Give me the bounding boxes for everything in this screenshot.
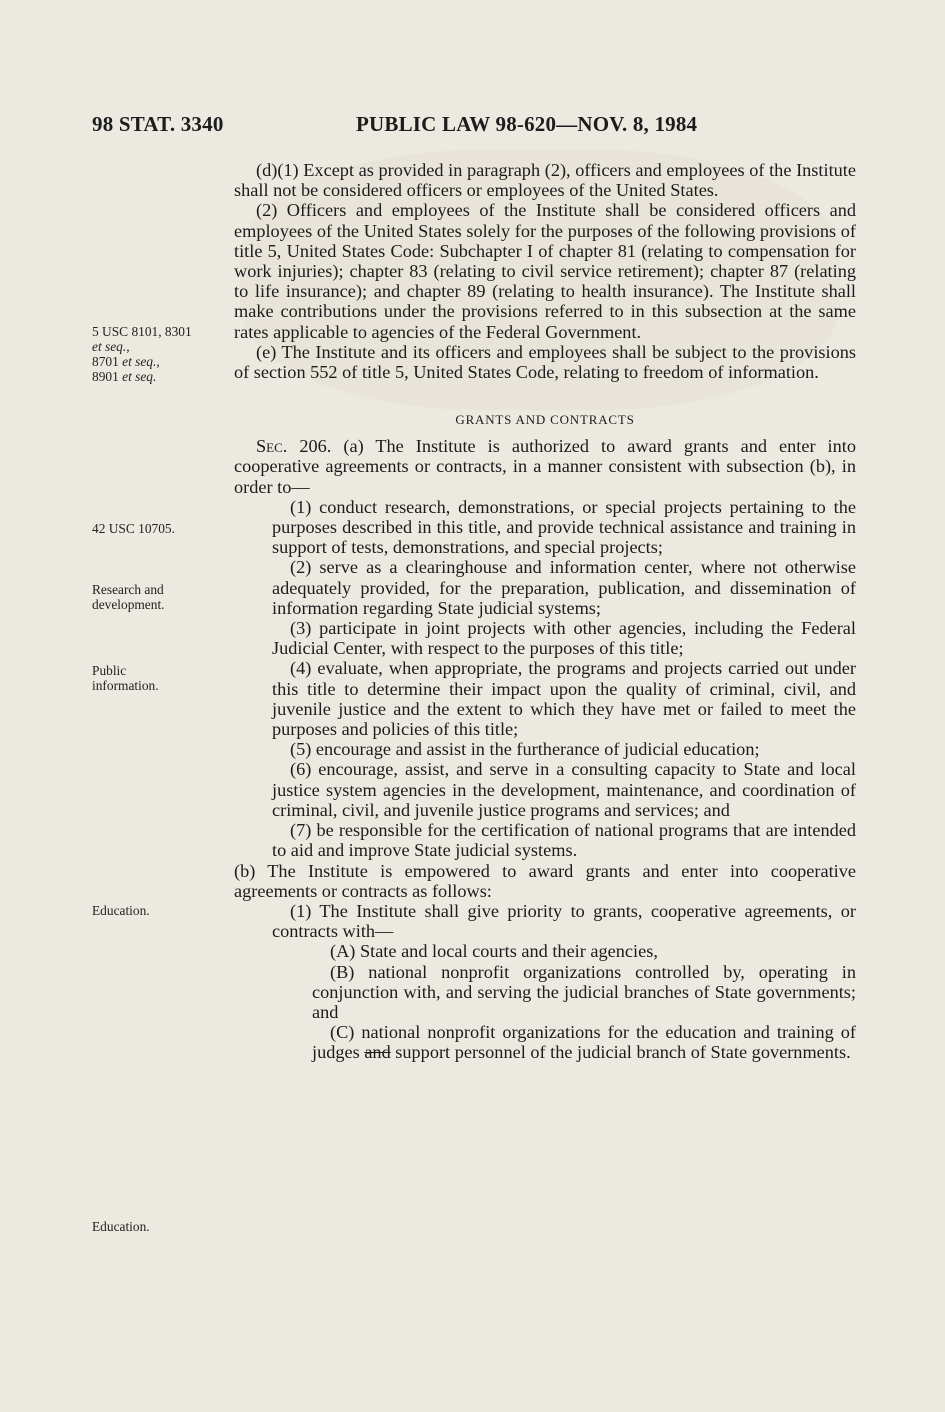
item-a3: (3) participate in joint projects with other agencies, including the Federal Judicial Center, with respect to the purposes of this title; bbox=[272, 618, 856, 659]
margin-note-education: Education. bbox=[92, 903, 150, 918]
item-bC bbox=[312, 1022, 856, 1062]
usc-citation: 5 USC 8101, 8301 bbox=[92, 324, 192, 339]
item-a1 bbox=[272, 497, 856, 558]
usc-citation-8701: 8701 bbox=[92, 354, 119, 369]
paragraph-e: (e) The Institute and its officers and employees shall be subject to the provisions of section 552 of title 5, United States Code, relating to freedom of information. bbox=[234, 341, 856, 383]
item-a4: (4) evaluate, when appropriate, the programs and projects carried out under this title to determine their impact upon the quality of criminal, civil, and juvenile justice and the extent to which they have met or failed to meet the purposes and policies of this title; bbox=[272, 658, 856, 740]
item-a5: (5) encourage and assist in the furtherance of judicial education; bbox=[290, 739, 760, 760]
margin-note-public-information: Public information. bbox=[92, 663, 159, 693]
margin-note-usc-5 bbox=[92, 324, 227, 384]
margin-note-education: Education. bbox=[92, 1219, 150, 1234]
paragraph-b: (b) The Institute is empowered to award grants and enter into cooperative agreements or contracts as follows: bbox=[234, 860, 856, 901]
margin-note-research: Research and development. bbox=[92, 582, 165, 612]
usc-citation-et-seq: et seq., bbox=[122, 354, 160, 369]
item-bB: (B) national nonprofit organizations controlled by, operating in conjunction with, and serving the judicial branches of State governments; and bbox=[312, 961, 856, 1022]
item-a1-text: (1) conduct research, demonstrations, or special projects pertaining to the purposes described in this title, and provide technical assistance and training in support of tests, demonstrations, and special projects; bbox=[272, 496, 856, 558]
usc-citation-et-seq: et seq. bbox=[122, 369, 157, 384]
item-bC-text-2: support personnel of the judicial branch of State governments. bbox=[390, 1042, 851, 1063]
section-heading: GRANTS AND CONTRACTS bbox=[455, 412, 635, 428]
item-bC-text-1: (C) national nonprofit organizations for the education and training of judges bbox=[312, 1022, 856, 1063]
item-a7: (7) be responsible for the certification of national programs that are intended to aid and improve State judicial systems. bbox=[272, 820, 856, 861]
paragraph-d2: (2) Officers and employees of the Institute shall be considered officers and employees of the United States solely for the purposes of the following provisions of title 5, United States Code: Subchapter I of chapter 81 (relating to compensation for work injuries); chapter 83 (relating to civil service retirement); chapter 87 (relating to life insurance); and chapter 89 (relating to health insurance). The Institute shall make contributions under the provisions referred to in this subsection at the same rates applicable to agencies of the Federal Government. bbox=[234, 200, 856, 342]
paragraph-sec-206 bbox=[234, 436, 856, 497]
section-206-text: 206. (a) The Institute is authorized to award grants and enter into cooperative agreements or contracts, in a manner consistent with subsection (b), in order to— bbox=[234, 436, 856, 497]
margin-note-usc-42: 42 USC 10705. bbox=[92, 521, 175, 536]
stat-page-number: 98 STAT. 3340 bbox=[92, 112, 224, 136]
item-b1: (1) The Institute shall give priority to grants, cooperative agreements, or contracts with— bbox=[272, 900, 856, 942]
item-bA: (A) State and local courts and their agencies, bbox=[330, 941, 658, 962]
page-header bbox=[0, 112, 945, 142]
usc-citation-et-seq: et seq., bbox=[92, 339, 130, 354]
public-law-title: PUBLIC LAW 98-620—NOV. 8, 1984 bbox=[356, 112, 698, 136]
body-text bbox=[234, 160, 856, 1063]
section-label: Sec. bbox=[256, 436, 288, 457]
item-bC-strikeout: and bbox=[364, 1042, 391, 1063]
paragraph-d1: (d)(1) Except as provided in paragraph (2), officers and employees of the Institute shall not be considered officers or employees of the United States. bbox=[234, 160, 856, 201]
item-a6: (6) encourage, assist, and serve in a consulting capacity to State and local justice system agencies in the development, maintenance, and coordination of criminal, civil, and juvenile justice programs and services; and bbox=[272, 759, 856, 820]
usc-citation-8901: 8901 bbox=[92, 369, 119, 384]
item-a2: (2) serve as a clearinghouse and information center, where not otherwise adequately provided, for the preparation, publication, and dissemination of information regarding State judicial systems; bbox=[272, 557, 856, 618]
